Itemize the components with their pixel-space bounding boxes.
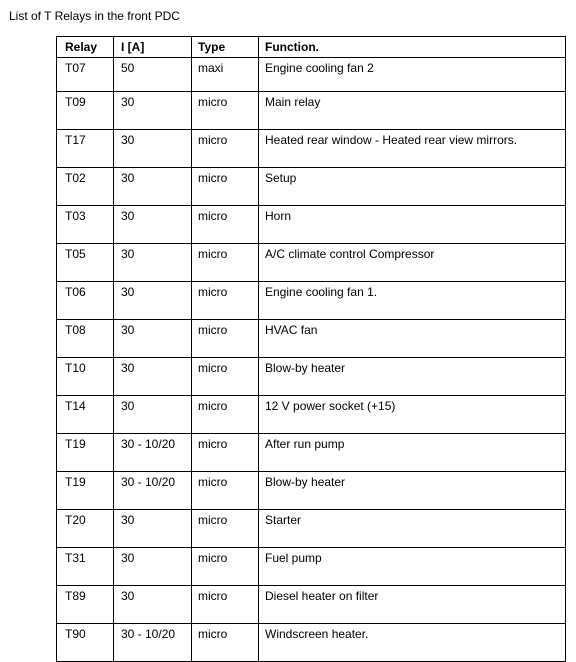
- cell-current: 30 - 10/20: [114, 472, 192, 510]
- cell-current: 30: [114, 130, 192, 168]
- cell-relay: T06: [57, 282, 114, 320]
- cell-function: Engine cooling fan 2: [259, 58, 566, 92]
- cell-function: HVAC fan: [259, 320, 566, 358]
- cell-type: micro: [192, 244, 259, 282]
- cell-type: micro: [192, 624, 259, 662]
- cell-relay: T02: [57, 168, 114, 206]
- cell-current: 30: [114, 92, 192, 130]
- cell-current: 30: [114, 510, 192, 548]
- cell-relay: T17: [57, 130, 114, 168]
- cell-type: micro: [192, 472, 259, 510]
- cell-current: 30: [114, 586, 192, 624]
- relay-table: [56, 36, 566, 662]
- cell-function: Diesel heater on filter: [259, 586, 566, 624]
- cell-type: micro: [192, 130, 259, 168]
- cell-function: 12 V power socket (+15): [259, 396, 566, 434]
- table-row: [57, 358, 566, 396]
- table-row: [57, 92, 566, 130]
- cell-current: 30 - 10/20: [114, 624, 192, 662]
- cell-function: After run pump: [259, 434, 566, 472]
- cell-function: Heated rear window - Heated rear view mirrors.: [259, 130, 566, 168]
- cell-current: 50: [114, 58, 192, 92]
- table-row: [57, 472, 566, 510]
- cell-type: micro: [192, 168, 259, 206]
- table-row: [57, 282, 566, 320]
- cell-current: 30 - 10/20: [114, 434, 192, 472]
- cell-function: Engine cooling fan 1.: [259, 282, 566, 320]
- cell-relay: T31: [57, 548, 114, 586]
- column-header-current: I [A]: [114, 37, 192, 58]
- cell-function: Starter: [259, 510, 566, 548]
- cell-current: 30: [114, 168, 192, 206]
- cell-function: A/C climate control Compressor: [259, 244, 566, 282]
- cell-function: Setup: [259, 168, 566, 206]
- column-header-relay: Relay: [57, 37, 114, 58]
- cell-type: micro: [192, 586, 259, 624]
- cell-relay: T19: [57, 472, 114, 510]
- cell-relay: T90: [57, 624, 114, 662]
- cell-function: Blow-by heater: [259, 358, 566, 396]
- cell-type: micro: [192, 548, 259, 586]
- table-row: [57, 548, 566, 586]
- cell-type: micro: [192, 510, 259, 548]
- table-row: [57, 624, 566, 662]
- cell-function: Windscreen heater.: [259, 624, 566, 662]
- table-row: [57, 168, 566, 206]
- cell-current: 30: [114, 206, 192, 244]
- cell-current: 30: [114, 282, 192, 320]
- table-row: [57, 510, 566, 548]
- cell-current: 30: [114, 244, 192, 282]
- cell-type: micro: [192, 206, 259, 244]
- cell-type: maxi: [192, 58, 259, 92]
- table-row: [57, 130, 566, 168]
- cell-type: micro: [192, 434, 259, 472]
- cell-function: Main relay: [259, 92, 566, 130]
- cell-relay: T09: [57, 92, 114, 130]
- table-row: [57, 206, 566, 244]
- table-header-row: [57, 37, 566, 58]
- cell-relay: T10: [57, 358, 114, 396]
- cell-current: 30: [114, 358, 192, 396]
- cell-relay: T03: [57, 206, 114, 244]
- cell-current: 30: [114, 548, 192, 586]
- table-row: [57, 396, 566, 434]
- cell-relay: T20: [57, 510, 114, 548]
- cell-type: micro: [192, 282, 259, 320]
- cell-function: Horn: [259, 206, 566, 244]
- table-row: [57, 586, 566, 624]
- column-header-type: Type: [192, 37, 259, 58]
- table-row: [57, 320, 566, 358]
- column-header-function: Function.: [259, 37, 566, 58]
- cell-relay: T89: [57, 586, 114, 624]
- cell-relay: T19: [57, 434, 114, 472]
- cell-function: Fuel pump: [259, 548, 566, 586]
- cell-type: micro: [192, 396, 259, 434]
- cell-relay: T08: [57, 320, 114, 358]
- cell-relay: T14: [57, 396, 114, 434]
- cell-current: 30: [114, 396, 192, 434]
- cell-type: micro: [192, 320, 259, 358]
- table-row: [57, 244, 566, 282]
- document-title: List of T Relays in the front PDC: [9, 9, 180, 23]
- cell-relay: T05: [57, 244, 114, 282]
- table-row: [57, 58, 566, 92]
- cell-type: micro: [192, 358, 259, 396]
- cell-type: micro: [192, 92, 259, 130]
- cell-current: 30: [114, 320, 192, 358]
- table-row: [57, 434, 566, 472]
- cell-relay: T07: [57, 58, 114, 92]
- cell-function: Blow-by heater: [259, 472, 566, 510]
